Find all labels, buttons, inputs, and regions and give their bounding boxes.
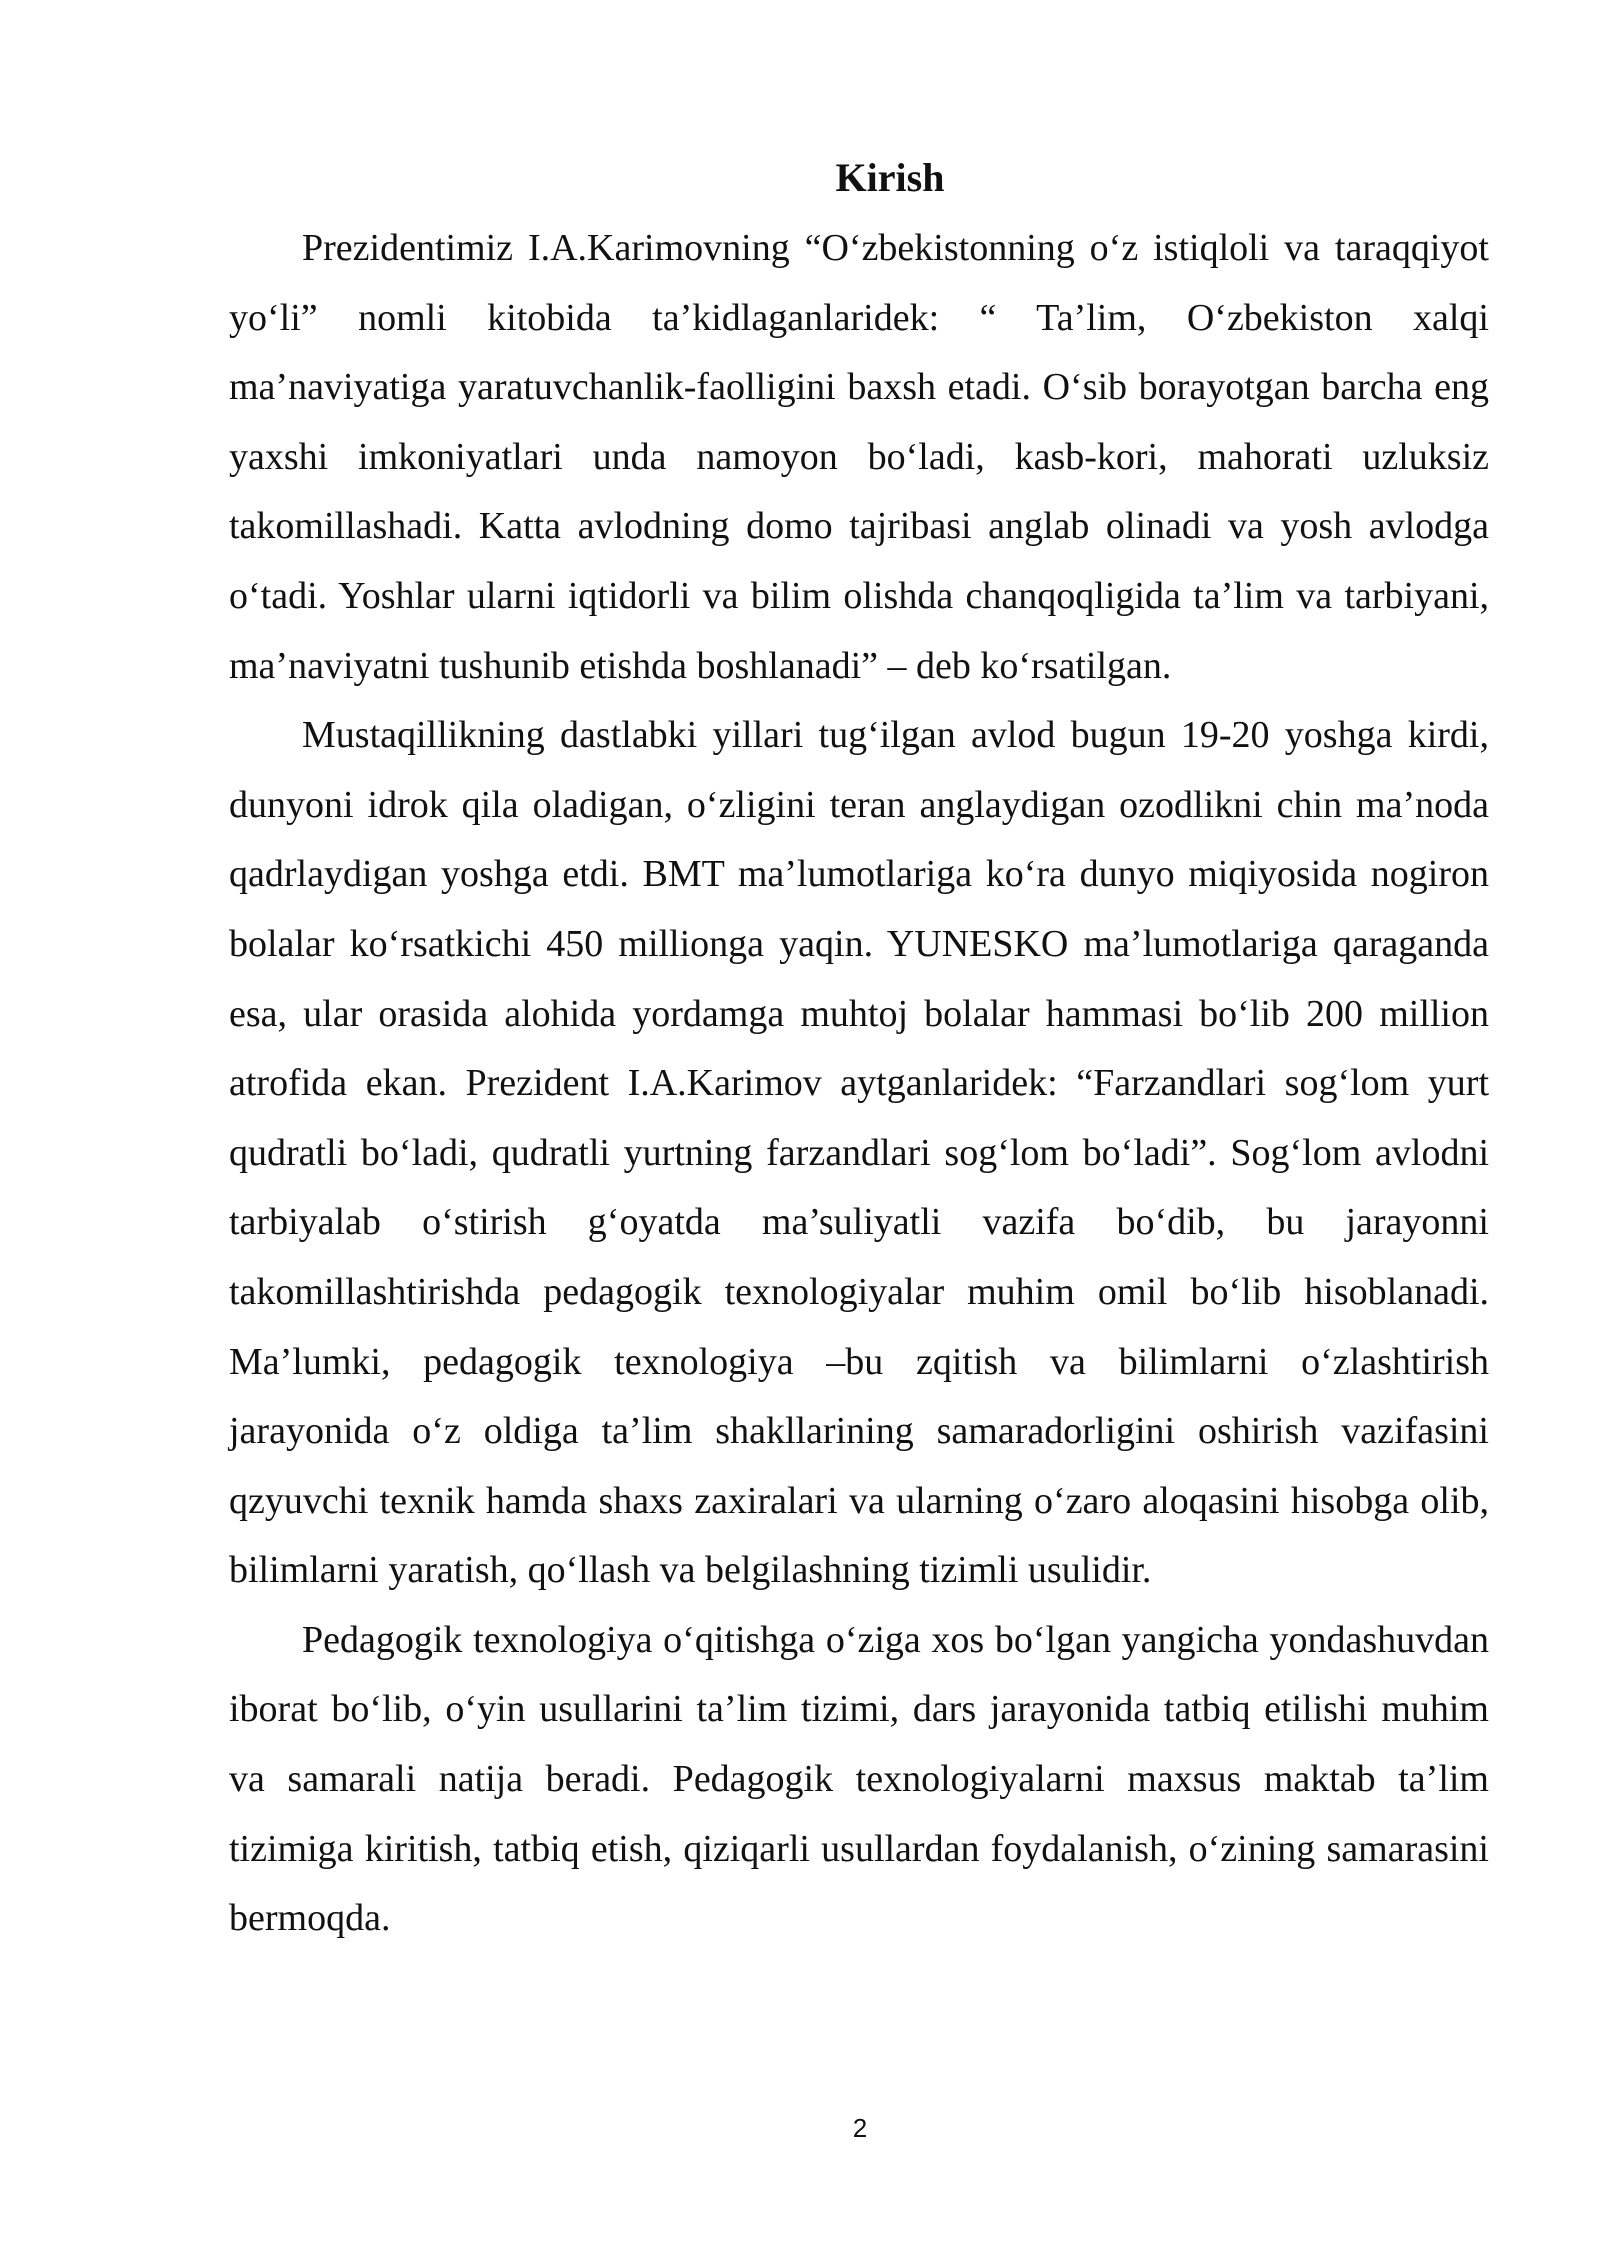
page-title: Kirish — [835, 155, 945, 200]
page-number: 2 — [852, 2113, 868, 2143]
body-text — [229, 214, 1489, 1954]
paragraph-2: Mustaqillikning dastlabki yillari tug‘ilgan avlod bugun 19-20 yoshga kirdi, dunyoni idrok qila oladigan, o‘zligini teran anglaydigan ozodlikni chin ma’noda qadrlaydigan yoshga etdi. BMT ma’lumotlariga ko‘ra dunyo miqiyosida nogiron bolalar ko‘rsatkichi 450 millionga yaqin. YUNESKO ma’lumotlariga qaraganda esa, ular orasida alohida yordamga muhtoj bolalar hammasi bo‘lib 200 million atrofida ekan. Prezident I.A.Karimov aytganlaridek: “Farzandlari sog‘lom yurt qudratli bo‘ladi, qudratli yurtning farzandlari sog‘lom bo‘ladi”. Sog‘lom avlodni tarbiyalab o‘stirish g‘oyatda ma’suliyatli vazifa bo‘dib, bu jarayonni takomillashtirishda pedagogik texnologiyalar muhim omil bo‘lib hisoblanadi. Ma’lumki, pedagogik texnologiya –bu zqitish va bilimlarni o‘zlashtirish jarayonida o‘z oldiga ta’lim shakllarining samaradorligini oshirish vazifasini qzyuvchi texnik hamda shaxs zaxiralari va ularning o‘zaro aloqasini hisobga olib, bilimlarni yaratish, qo‘llash va belgilashning tizimli usulidir. — [229, 714, 1489, 1592]
paragraph-3: Pedagogik texnologiya o‘qitishga o‘ziga xos bo‘lgan yangicha yondashuvdan iborat bo‘lib, o‘yin usullarini ta’lim tizimi, dars jarayonida tatbiq etilishi muhim va samarali natija beradi. Pedagogik texnologiyalarni maxsus maktab ta’lim tizimiga kiritish, tatbiq etish, qiziqarli usullardan foydalanish, o‘zining samarasini bermoqda. — [229, 1618, 1489, 1940]
paragraph-1: Prezidentimiz I.A.Karimovning “O‘zbekistonning o‘z istiqloli va taraqqiyot yo‘li” nomli kitobida ta’kidlaganlaridek: “ Ta’lim, O‘zbekiston xalqi ma’naviyatiga yaratuvchanlik-faolligini baxsh etadi. O‘sib borayotgan barcha eng yaxshi imkoniyatlari unda namoyon bo‘ladi, kasb-kori, mahorati uzluksiz takomillashadi. Katta avlodning domo tajribasi anglab olinadi va yosh avlodga o‘tadi. Yoshlar ularni iqtidorli va bilim olishda chanqoqligida ta’lim va tarbiyani, ma’naviyatni tushunib etishda boshlanadi” – deb ko‘rsatilgan. — [229, 227, 1489, 687]
